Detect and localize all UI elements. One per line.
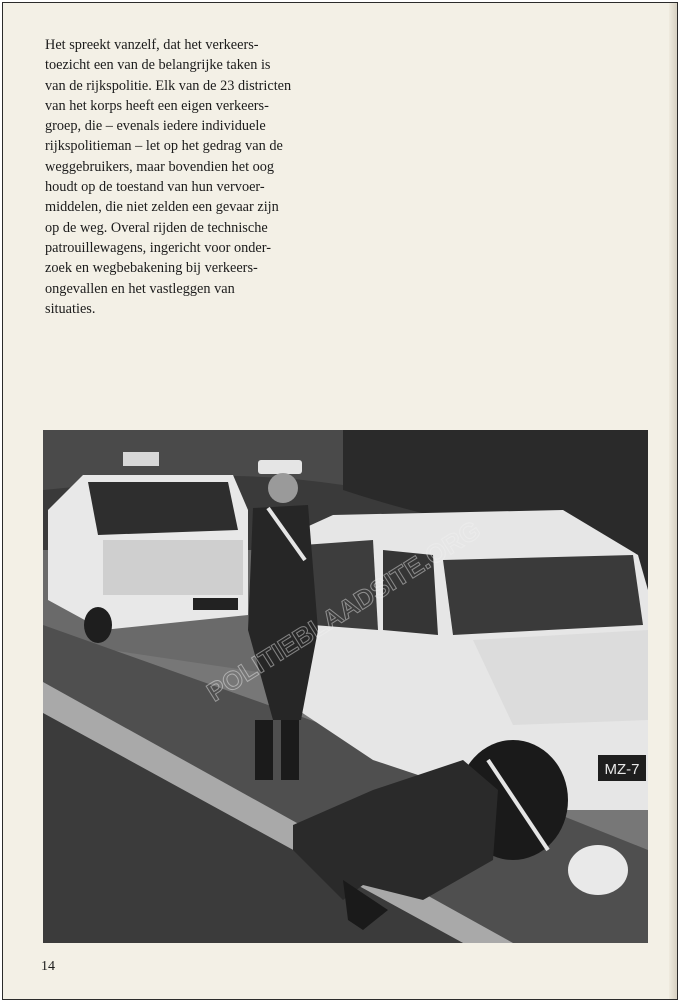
- text-line: Het spreekt vanzelf, dat het verkeers-: [45, 37, 259, 53]
- watermark: [43, 430, 648, 943]
- text-line: middelen, die niet zelden een gevaar zijn: [45, 199, 279, 216]
- license-plate-text: MZ-7: [604, 761, 640, 778]
- text-line: toezicht een van de belangrijke taken is: [45, 57, 271, 74]
- text-line: groep, die – evenals iedere individuele: [45, 118, 266, 135]
- text-line: situaties.: [45, 300, 96, 317]
- text-line: patrouillewagens, ingericht voor onder-: [45, 239, 272, 256]
- text-line: van het korps heeft een eigen verkeers-: [45, 97, 269, 114]
- page-spine-shadow: [669, 3, 677, 999]
- document-page: [2, 2, 678, 1000]
- body-paragraph: [45, 35, 345, 319]
- traffic-control-photo: [43, 430, 648, 943]
- watermark-text: POLITIEBLAADSITE.ORG: [201, 514, 486, 708]
- text-line: houdt op de toestand van hun vervoer-: [45, 179, 265, 196]
- text-line: zoek en wegbebakening bij verkeers-: [45, 260, 258, 277]
- text-line: rijkspolitieman – let op het gedrag van de: [45, 138, 283, 155]
- text-line: weggebruikers, maar bovendien het oog: [45, 158, 275, 175]
- text-line: ongevallen en het vastleggen van: [45, 280, 235, 297]
- text-line: van de rijkspolitie. Elk van de 23 districten: [45, 77, 292, 94]
- text-line: op de weg. Overal rijden de technische: [45, 219, 268, 236]
- page-number: 14: [41, 959, 55, 974]
